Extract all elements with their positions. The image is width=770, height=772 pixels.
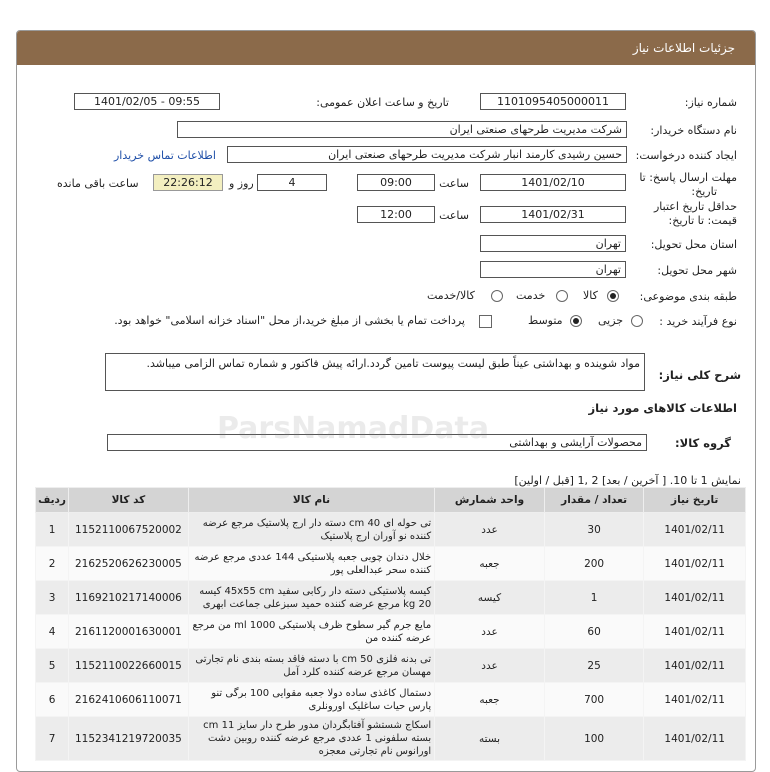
- need-date-cell: 1401/02/11: [644, 649, 746, 683]
- deadline-date-field[interactable]: 1401/02/10: [480, 174, 626, 191]
- need-date-cell: 1401/02/11: [644, 615, 746, 649]
- province-label: استان محل تحویل:: [650, 238, 737, 251]
- city-label: شهر محل تحویل:: [657, 264, 737, 277]
- col-row: ردیف: [36, 488, 69, 513]
- unit-cell: جعبه: [435, 547, 545, 581]
- panel-header: [17, 31, 755, 65]
- panel-title: جزئیات اطلاعات نیاز: [632, 41, 735, 55]
- quantity-cell: 1: [544, 581, 644, 615]
- validity-label-date: قیمت: تا تاریخ:: [668, 214, 737, 227]
- col-name: نام کالا: [188, 488, 434, 513]
- row-number-cell: 2: [36, 547, 69, 581]
- deadline-time-label: ساعت: [439, 177, 469, 190]
- item-code-cell: 2162410606110071: [69, 683, 189, 717]
- need-date-cell: 1401/02/11: [644, 717, 746, 761]
- description-label: شرح کلی نیاز:: [658, 368, 741, 382]
- table-header-row: [36, 488, 746, 513]
- category-option-goods: کالا: [583, 289, 598, 302]
- category-label: طبقه بندی موضوعی:: [639, 290, 737, 303]
- deadline-time-field[interactable]: 09:00: [357, 174, 435, 191]
- col-date: تاریخ نیاز: [644, 488, 746, 513]
- process-radio-medium[interactable]: [570, 315, 582, 327]
- payment-note: پرداخت تمام یا بخشی از مبلغ خرید،از محل "اسناد خزانه اسلامی" خواهد بود.: [114, 314, 465, 327]
- announce-field[interactable]: 1401/02/05 - 09:55: [74, 93, 220, 110]
- process-label: نوع فرآیند خرید :: [659, 315, 737, 328]
- quantity-cell: 30: [544, 513, 644, 547]
- item-code-cell: 2161120001630001: [69, 615, 189, 649]
- validity-time-label: ساعت: [439, 209, 469, 222]
- remaining-time-field: 22:26:12: [153, 174, 223, 191]
- quantity-cell: 60: [544, 615, 644, 649]
- province-field[interactable]: تهران: [480, 235, 626, 252]
- process-radio-minor[interactable]: [631, 315, 643, 327]
- table-row[interactable]: [36, 581, 746, 615]
- item-name-cell: کیسه پلاستیکی دسته دار رکابی سفید 45x55 cm کیسه 20 kg مرجع عرضه کننده حمید سبزعلی جماعت ابهری: [188, 581, 434, 615]
- item-name-cell: خلال دندان چوبی جعبه پلاستیکی 144 عددی مرجع عرضه کننده سحر عبدالعلی پور: [188, 547, 434, 581]
- table-row[interactable]: [36, 513, 746, 547]
- unit-cell: کیسه: [435, 581, 545, 615]
- quantity-cell: 200: [544, 547, 644, 581]
- creator-field[interactable]: حسین رشیدی کارمند انبار شرکت مدیریت طرحهای صنعتی ایران: [227, 146, 627, 163]
- row-number-cell: 4: [36, 615, 69, 649]
- buyer-contact-link[interactable]: اطلاعات تماس خریدار: [114, 149, 216, 162]
- description-field[interactable]: مواد شوینده و بهداشتی عیناً طبق لیست پیوست تامین گردد.ارائه پیش فاکتور و شماره تماس الزامی میباشد.: [105, 353, 645, 391]
- announce-label: تاریخ و ساعت اعلان عمومی:: [316, 96, 449, 109]
- need-date-cell: 1401/02/11: [644, 547, 746, 581]
- category-option-service: خدمت: [516, 289, 546, 302]
- item-code-cell: 2162520626230005: [69, 547, 189, 581]
- validity-label: حداقل تاریخ اعتبار: [653, 200, 737, 213]
- category-radio-goods[interactable]: [607, 290, 619, 302]
- item-code-cell: 1169210217140006: [69, 581, 189, 615]
- row-number-cell: 7: [36, 717, 69, 761]
- deadline-label: مهلت ارسال پاسخ: تا: [639, 171, 737, 184]
- buyer-label: نام دستگاه خریدار:: [650, 124, 737, 137]
- need-date-cell: 1401/02/11: [644, 581, 746, 615]
- process-option-minor: جزیی: [598, 314, 624, 327]
- item-name-cell: مایع جرم گیر سطوح ظرف پلاستیکی 1000 ml من مرجع عرضه کننده من: [188, 615, 434, 649]
- need-date-cell: 1401/02/11: [644, 513, 746, 547]
- item-name-cell: دستمال کاغذی ساده دولا جعبه مقوایی 100 برگی تنو پارس حیات ساغلیک اورونلری: [188, 683, 434, 717]
- unit-cell: عدد: [435, 649, 545, 683]
- quantity-cell: 25: [544, 649, 644, 683]
- goods-table: [35, 487, 746, 761]
- validity-date-field[interactable]: 1401/02/31: [480, 206, 626, 223]
- treasury-checkbox[interactable]: [479, 315, 492, 328]
- watermark: ParsNamadData: [217, 411, 490, 446]
- deadline-label-date: تاریخ:: [691, 185, 717, 198]
- row-number-cell: 6: [36, 683, 69, 717]
- table-row[interactable]: [36, 717, 746, 761]
- unit-cell: عدد: [435, 513, 545, 547]
- item-name-cell: تی بدنه فلزی 50 cm با دسته فاقد بسته بندی نام تجارتی مهسان مرجع عرضه کننده کلرد آمل: [188, 649, 434, 683]
- item-name-cell: تی حوله ای 40 cm دسته دار ارج پلاستیک مرجع عرضه کننده نو آوران ارج پلاستیک: [188, 513, 434, 547]
- goods-group-field[interactable]: محصولات آرایشی و بهداشتی: [107, 434, 647, 451]
- details-panel: [16, 30, 756, 772]
- validity-time-field[interactable]: 12:00: [357, 206, 435, 223]
- col-qty: تعداد / مقدار: [544, 488, 644, 513]
- need-number-field[interactable]: 1101095405000011: [480, 93, 626, 110]
- city-field[interactable]: تهران: [480, 261, 626, 278]
- goods-group-label: گروه کالا:: [675, 436, 731, 450]
- goods-section-title: اطلاعات کالاهای مورد نیاز: [588, 401, 737, 415]
- item-code-cell: 1152110067520002: [69, 513, 189, 547]
- creator-label: ایجاد کننده درخواست:: [635, 149, 737, 162]
- table-row[interactable]: [36, 649, 746, 683]
- item-code-cell: 1152110022660015: [69, 649, 189, 683]
- row-number-cell: 1: [36, 513, 69, 547]
- table-row[interactable]: [36, 547, 746, 581]
- col-unit: واحد شمارش: [435, 488, 545, 513]
- table-row[interactable]: [36, 615, 746, 649]
- col-code: کد کالا: [69, 488, 189, 513]
- need-date-cell: 1401/02/11: [644, 683, 746, 717]
- item-name-cell: اسکاج شستشو آفتابگردان مدور طرح دار سایز 11 cm بسته سلفونی 1 عددی مرجع عرضه کننده روبین دشت اورانوس نام تجارتی معجزه: [188, 717, 434, 761]
- days-field[interactable]: 4: [257, 174, 327, 191]
- need-number-label: شماره نیاز:: [684, 96, 737, 109]
- category-option-both: کالا/خدمت: [427, 289, 475, 302]
- days-label: روز و: [229, 177, 254, 190]
- category-radio-both[interactable]: [491, 290, 503, 302]
- quantity-cell: 700: [544, 683, 644, 717]
- item-code-cell: 1152341219720035: [69, 717, 189, 761]
- process-option-medium: متوسط: [528, 314, 563, 327]
- unit-cell: عدد: [435, 615, 545, 649]
- remaining-label: ساعت باقی مانده: [57, 177, 139, 190]
- pagination[interactable]: نمایش 1 تا 10. [ آخرین / بعد] 2 ,1 [قبل / اولین]: [514, 474, 741, 487]
- row-number-cell: 3: [36, 581, 69, 615]
- category-radio-service[interactable]: [556, 290, 568, 302]
- unit-cell: جعبه: [435, 683, 545, 717]
- row-number-cell: 5: [36, 649, 69, 683]
- quantity-cell: 100: [544, 717, 644, 761]
- unit-cell: بسته: [435, 717, 545, 761]
- table-row[interactable]: [36, 683, 746, 717]
- buyer-field[interactable]: شرکت مدیریت طرحهای صنعتی ایران: [177, 121, 627, 138]
